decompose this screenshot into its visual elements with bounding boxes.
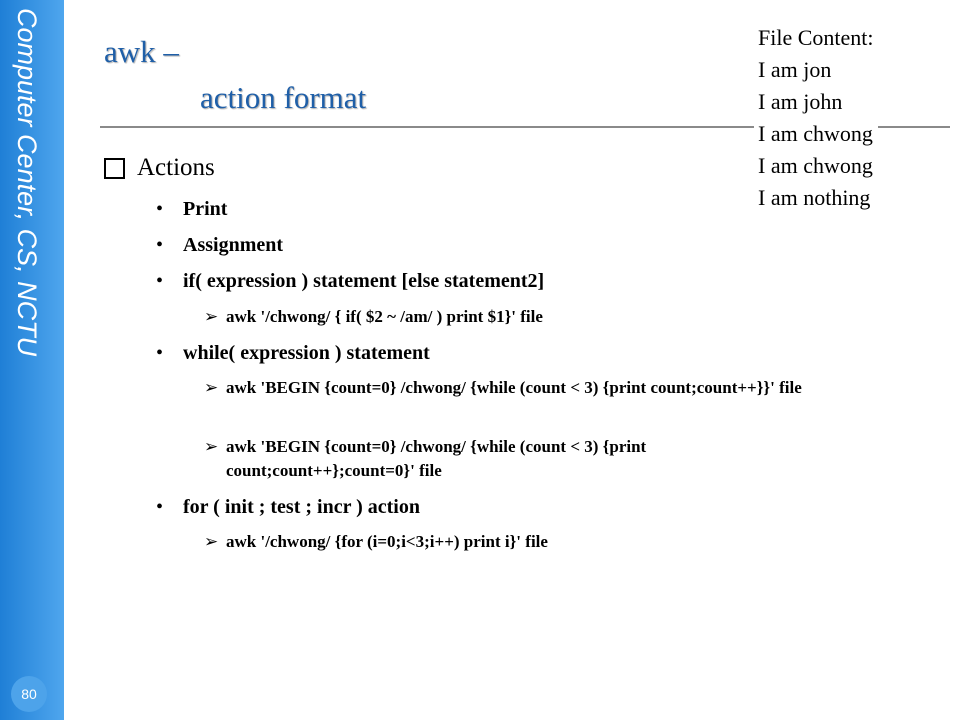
list-item-print: • Print bbox=[183, 198, 227, 221]
example-if bbox=[204, 305, 826, 329]
example-if-text: awk '/chwong/ { if( $2 ~ /am/ ) print $1}' file bbox=[226, 307, 543, 326]
example-for-text: awk '/chwong/ {for (i=0;i<3;i++) print i}' file bbox=[226, 532, 548, 551]
sidebar-label: Computer Center, CS, NCTU bbox=[12, 8, 42, 357]
page-number-badge: 80 bbox=[11, 676, 47, 712]
file-line: I am john bbox=[758, 89, 843, 114]
checkbox-bullet-icon bbox=[104, 158, 125, 179]
list-item-while: • while( expression ) statement bbox=[183, 342, 430, 365]
arrow-bullet-icon: ➢ bbox=[204, 532, 219, 551]
arrow-bullet-icon: ➢ bbox=[204, 437, 219, 456]
example-while-1 bbox=[204, 376, 826, 400]
example-while-2-text: awk 'BEGIN {count=0} /chwong/ {while (count < 3) {print count;count++};count=0}' file bbox=[226, 437, 647, 480]
example-while-2 bbox=[204, 435, 826, 483]
list-item-if: • if( expression ) statement [else statement2] bbox=[183, 270, 544, 293]
file-line: I am nothing bbox=[758, 185, 871, 210]
example-while-1-text: awk 'BEGIN {count=0} /chwong/ {while (count < 3) {print count;count++}}' file bbox=[226, 378, 802, 397]
list-item-assignment: • Assignment bbox=[183, 234, 283, 257]
sidebar bbox=[0, 0, 64, 720]
file-content-box bbox=[754, 22, 878, 214]
slide-title-line2: action format bbox=[200, 80, 367, 115]
list-item-for: • for ( init ; test ; incr ) action bbox=[183, 496, 420, 519]
slide-title-line1: awk – bbox=[104, 34, 179, 69]
file-line: I am chwong bbox=[758, 153, 873, 178]
arrow-bullet-icon: ➢ bbox=[204, 378, 219, 397]
example-for bbox=[204, 530, 826, 554]
actions-heading-label: Actions bbox=[137, 154, 215, 181]
file-line: I am chwong bbox=[758, 121, 873, 146]
actions-heading bbox=[104, 154, 215, 182]
file-line: I am jon bbox=[758, 57, 832, 82]
arrow-bullet-icon: ➢ bbox=[204, 307, 219, 326]
file-content-header: File Content: bbox=[758, 25, 874, 50]
